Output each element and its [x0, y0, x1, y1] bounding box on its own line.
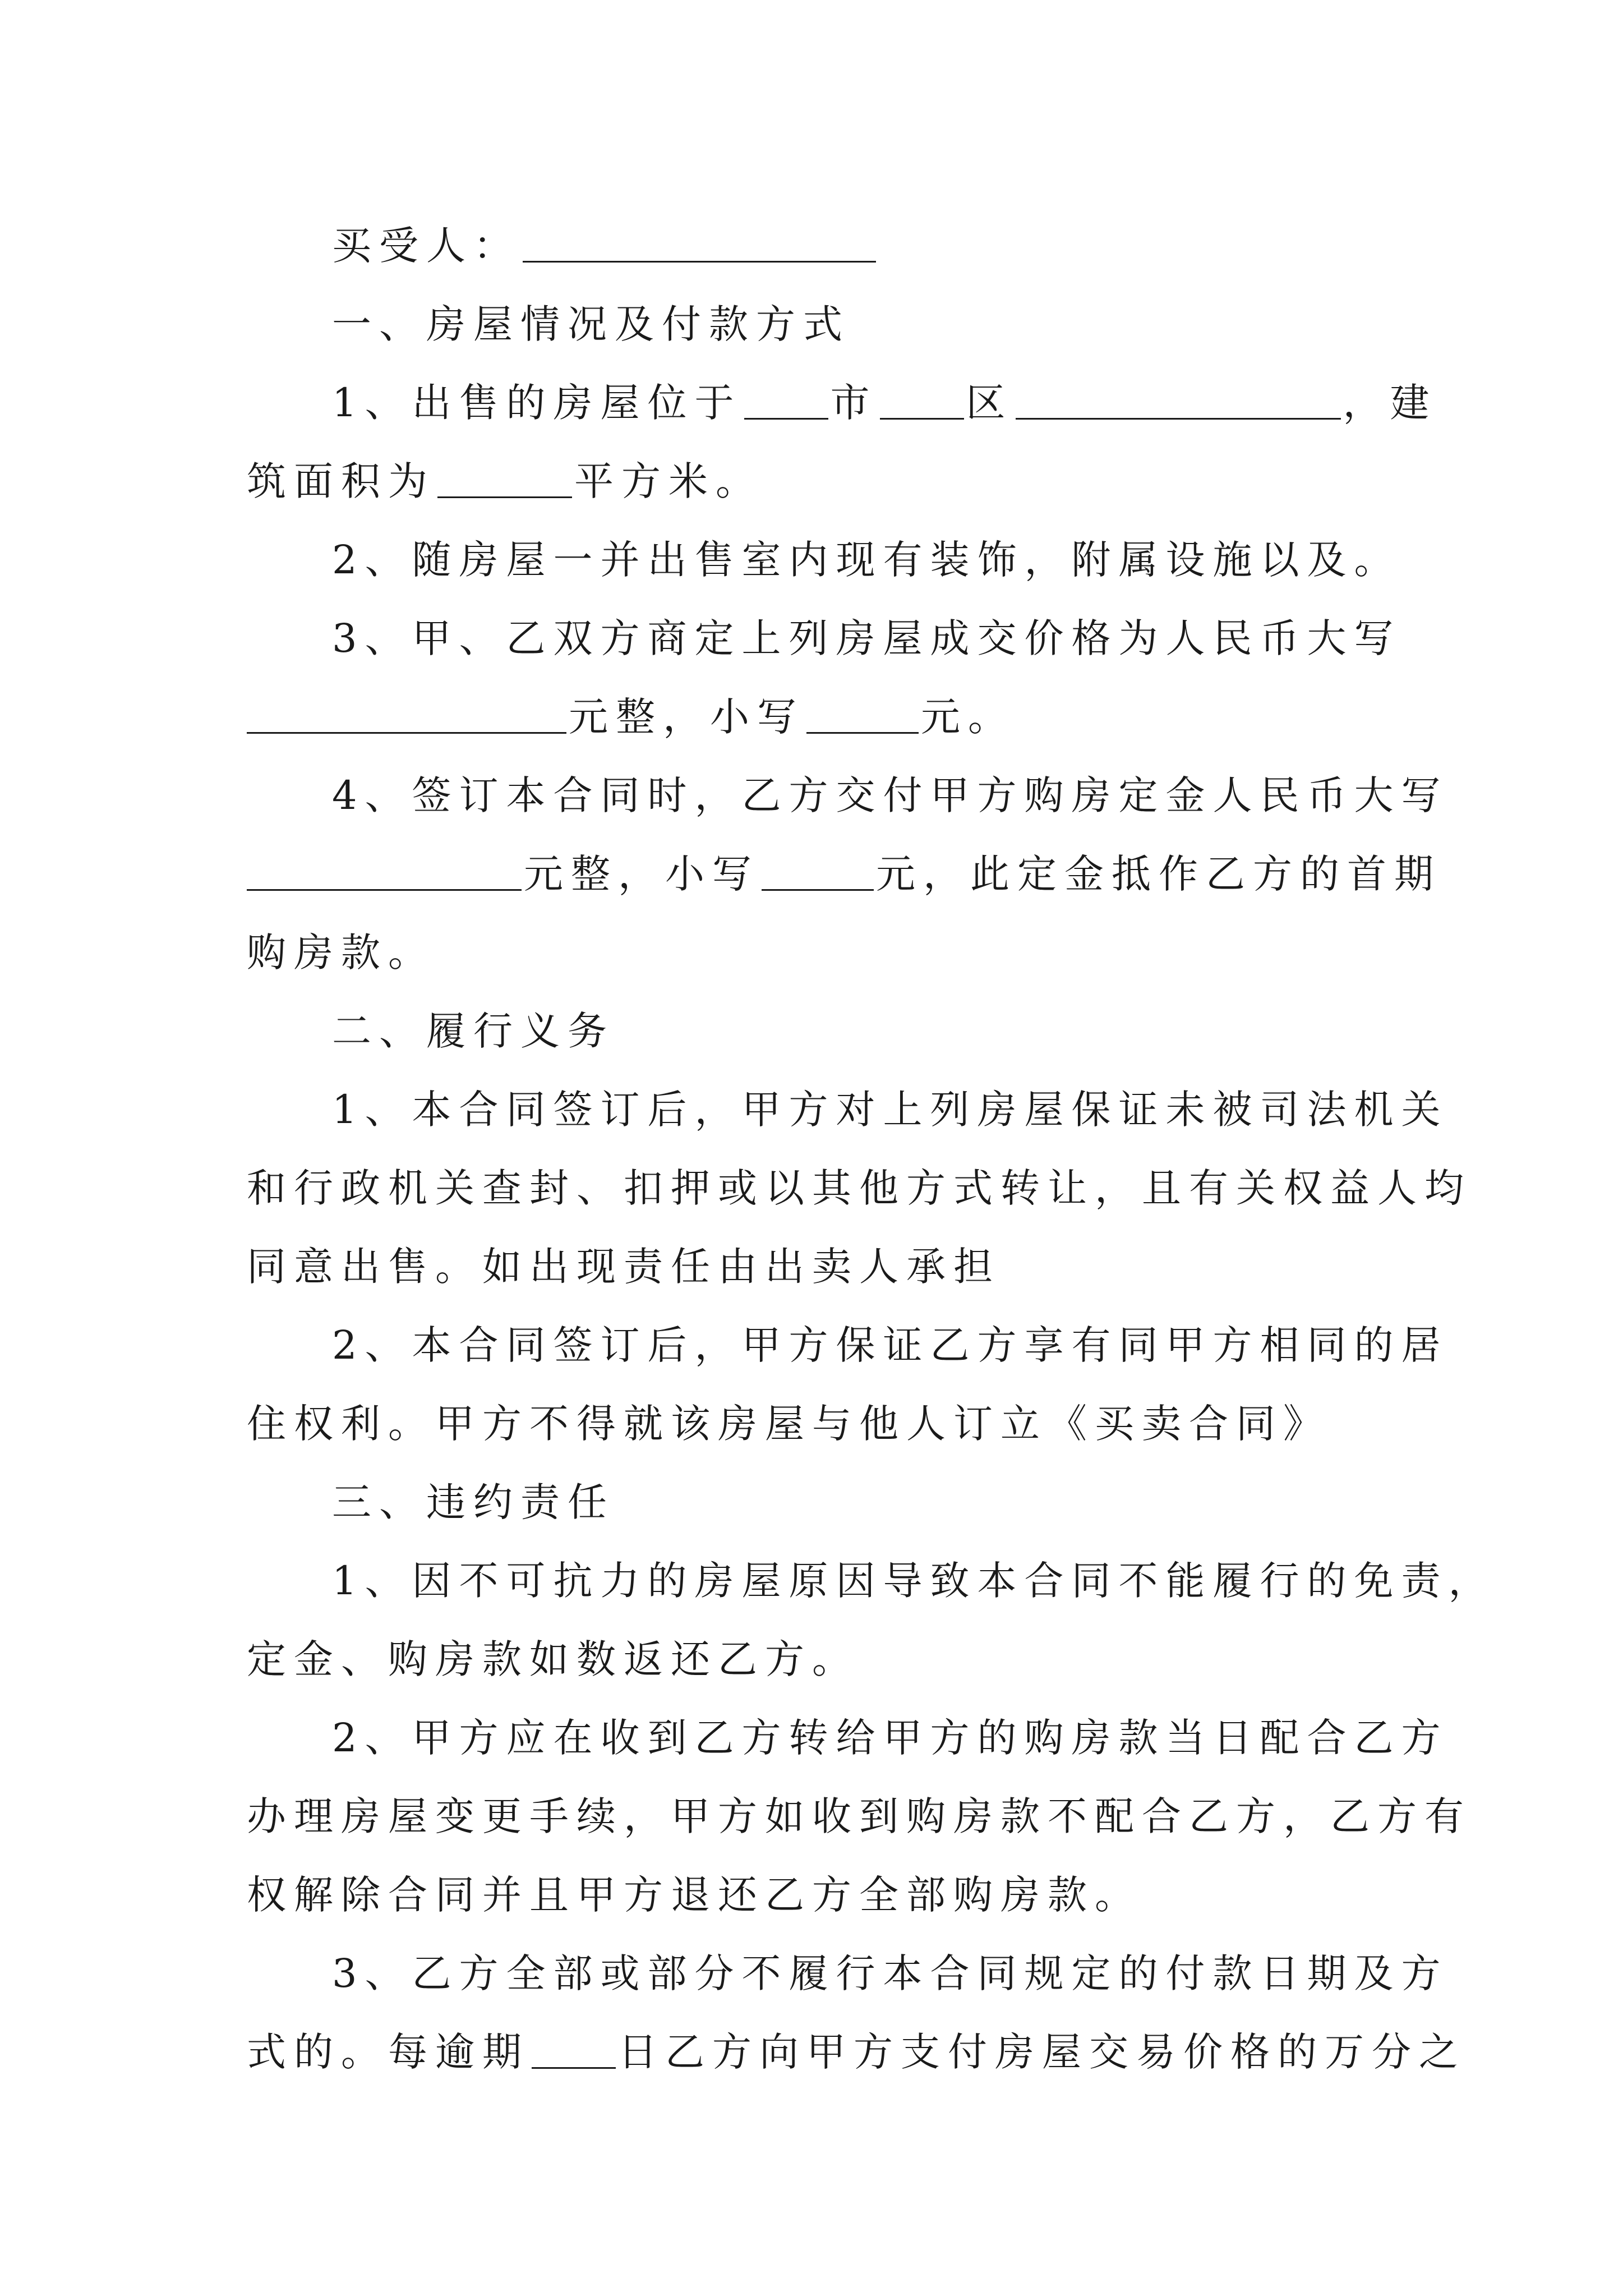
s1-item4-line2: 元整，小写 元，此定金抵作乙方的首期 — [247, 835, 1376, 913]
s1-item4-line3: 购房款。 — [247, 930, 435, 976]
area-blank — [437, 463, 572, 498]
buyer-blank — [523, 227, 876, 263]
document-body — [247, 206, 1496, 2091]
section3-heading: 三、违约责任 — [332, 1479, 615, 1525]
overdue-days-blank — [532, 2033, 616, 2069]
s3-item2-line2: 办理房屋变更手续，甲方如收到购房款不配合乙方，乙方有 — [247, 1793, 1472, 1839]
buyer-line — [247, 206, 1376, 285]
s1-item3-line1: 3、甲、乙双方商定上列房屋成交价格为人民币大写 — [332, 615, 1401, 661]
s2-item2-line1: 2、本合同签订后，甲方保证乙方享有同甲方相同的居 — [332, 1322, 1449, 1368]
s1-item3-line2: 元整，小写 元。 — [247, 678, 1376, 756]
deposit-figure-blank — [762, 855, 874, 891]
s3-item1-line2: 定金、购房款如数返还乙方。 — [247, 1636, 859, 1682]
s3-item3-line1: 3、乙方全部或部分不履行本合同规定的付款日期及方 — [332, 1950, 1449, 1996]
deposit-words-blank — [247, 855, 522, 891]
s2-item2-line2: 住权利。甲方不得就该房屋与他人订立《买卖合同》 — [247, 1401, 1330, 1447]
s3-item3-line2: 式的。每逾期 日乙方向甲方支付房屋交易价格的万分之 — [247, 2029, 1466, 2075]
section2-heading: 二、履行义务 — [332, 1008, 615, 1054]
s1-item2: 2、随房屋一并出售室内现有装饰，附属设施以及。 — [332, 537, 1401, 583]
address-blank — [1016, 384, 1341, 420]
s1-item1-line2: 筑面积为 平方米。 — [247, 458, 763, 504]
s3-item2-line3: 权解除合同并且甲方退还乙方全部购房款。 — [247, 1872, 1142, 1918]
price-words-blank — [247, 698, 566, 734]
s2-item1-line1: 1、本合同签订后，甲方对上列房屋保证未被司法机关 — [332, 1087, 1449, 1133]
district-blank — [880, 384, 964, 420]
s2-item1-line2: 和行政机关查封、扣押或以其他方式转让，且有关权益人均 — [247, 1165, 1472, 1211]
s1-item4-line1: 4、签订本合同时，乙方交付甲方购房定金人民币大写 — [332, 772, 1449, 818]
section1-heading: 一、房屋情况及付款方式 — [332, 301, 850, 347]
price-figure-blank — [806, 698, 919, 734]
s1-item1-line1: 1、出售的房屋位于 市 区 ，建 — [332, 380, 1437, 426]
s2-item1-line3: 同意出售。如出现责任由出卖人承担 — [247, 1244, 1000, 1290]
buyer-label: 买受人： — [332, 223, 520, 269]
city-blank — [744, 384, 828, 420]
s3-item1-line1: 1、因不可抗力的房屋原因导致本合同不能履行的免责， — [332, 1558, 1496, 1604]
s3-item2-line1: 2、甲方应在收到乙方转给甲方的购房款当日配合乙方 — [332, 1715, 1449, 1761]
